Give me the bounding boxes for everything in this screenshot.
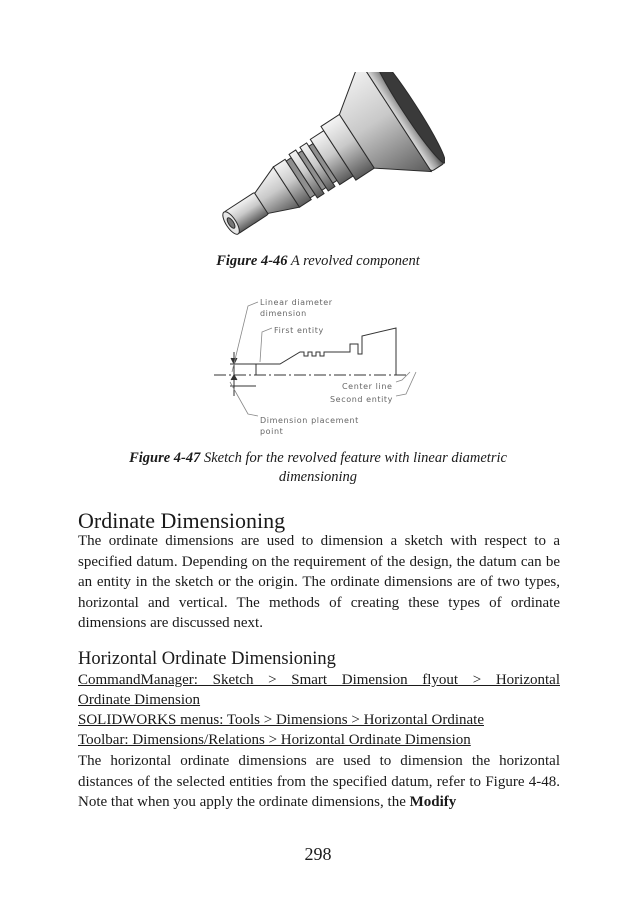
figure-47-label: Figure 4-47 (129, 450, 201, 466)
subsection-paragraph-tail-text: Note that when you apply the ordinate dimensions, the (78, 794, 406, 810)
command-manager-path-line1: CommandManager: Sketch > Smart Dimension flyout > Horizontal (78, 672, 560, 688)
command-manager-path-line2: Ordinate Dimension (78, 692, 201, 708)
page-number: 298 (304, 844, 332, 864)
label-placement-1: Dimension placement (260, 416, 359, 425)
figure-47-caption (90, 449, 546, 487)
figure-46-caption (120, 252, 516, 271)
figure-46-title: A revolved component (290, 253, 420, 269)
subsection-paragraph-tail (78, 794, 456, 810)
section-heading: Ordinate Dimensioning (78, 508, 286, 533)
solidworks-menus-path: SOLIDWORKS menus: Tools > Dimensions > Horizontal Ordinate (78, 712, 484, 728)
label-placement-2: point (260, 427, 284, 436)
label-linear-diameter-1: Linear diameter (260, 298, 333, 307)
modify-keyword: Modify (409, 794, 457, 810)
subsection-paragraph (78, 751, 560, 813)
label-second-entity: Second entity (330, 395, 394, 404)
figure-47-title-line1: Sketch for the revolved feature with linear diametric (203, 450, 507, 466)
revolved-component-image (205, 72, 445, 250)
label-first-entity: First entity (274, 326, 324, 335)
label-linear-diameter-2: dimension (260, 309, 307, 318)
section-paragraph: The ordinate dimensions are used to dimension a sketch with respect to a specified datum. Depending on the requirement of the design, the datum can be an entity in the sketch or the origin. The ordinate dimensions are of two types, horizontal and vertical. The methods of creating these types of ordinate dimensions are discussed next. (78, 533, 560, 631)
subsection-heading: Horizontal Ordinate Dimensioning (78, 649, 336, 669)
figure-46-label: Figure 4-46 (216, 253, 288, 269)
label-center-line: Center line (342, 382, 393, 391)
figure-47-title-line2: dimensioning (278, 469, 358, 485)
sketch-diagram (200, 292, 436, 442)
toolbar-path: Toolbar: Dimensions/Relations > Horizontal Ordinate Dimension (78, 732, 471, 748)
subsection-paragraph-main: The horizontal ordinate dimensions are used to dimension the horizontal distances of the selected entities from the specified datum, refer to Figure 4-48. (78, 753, 560, 790)
